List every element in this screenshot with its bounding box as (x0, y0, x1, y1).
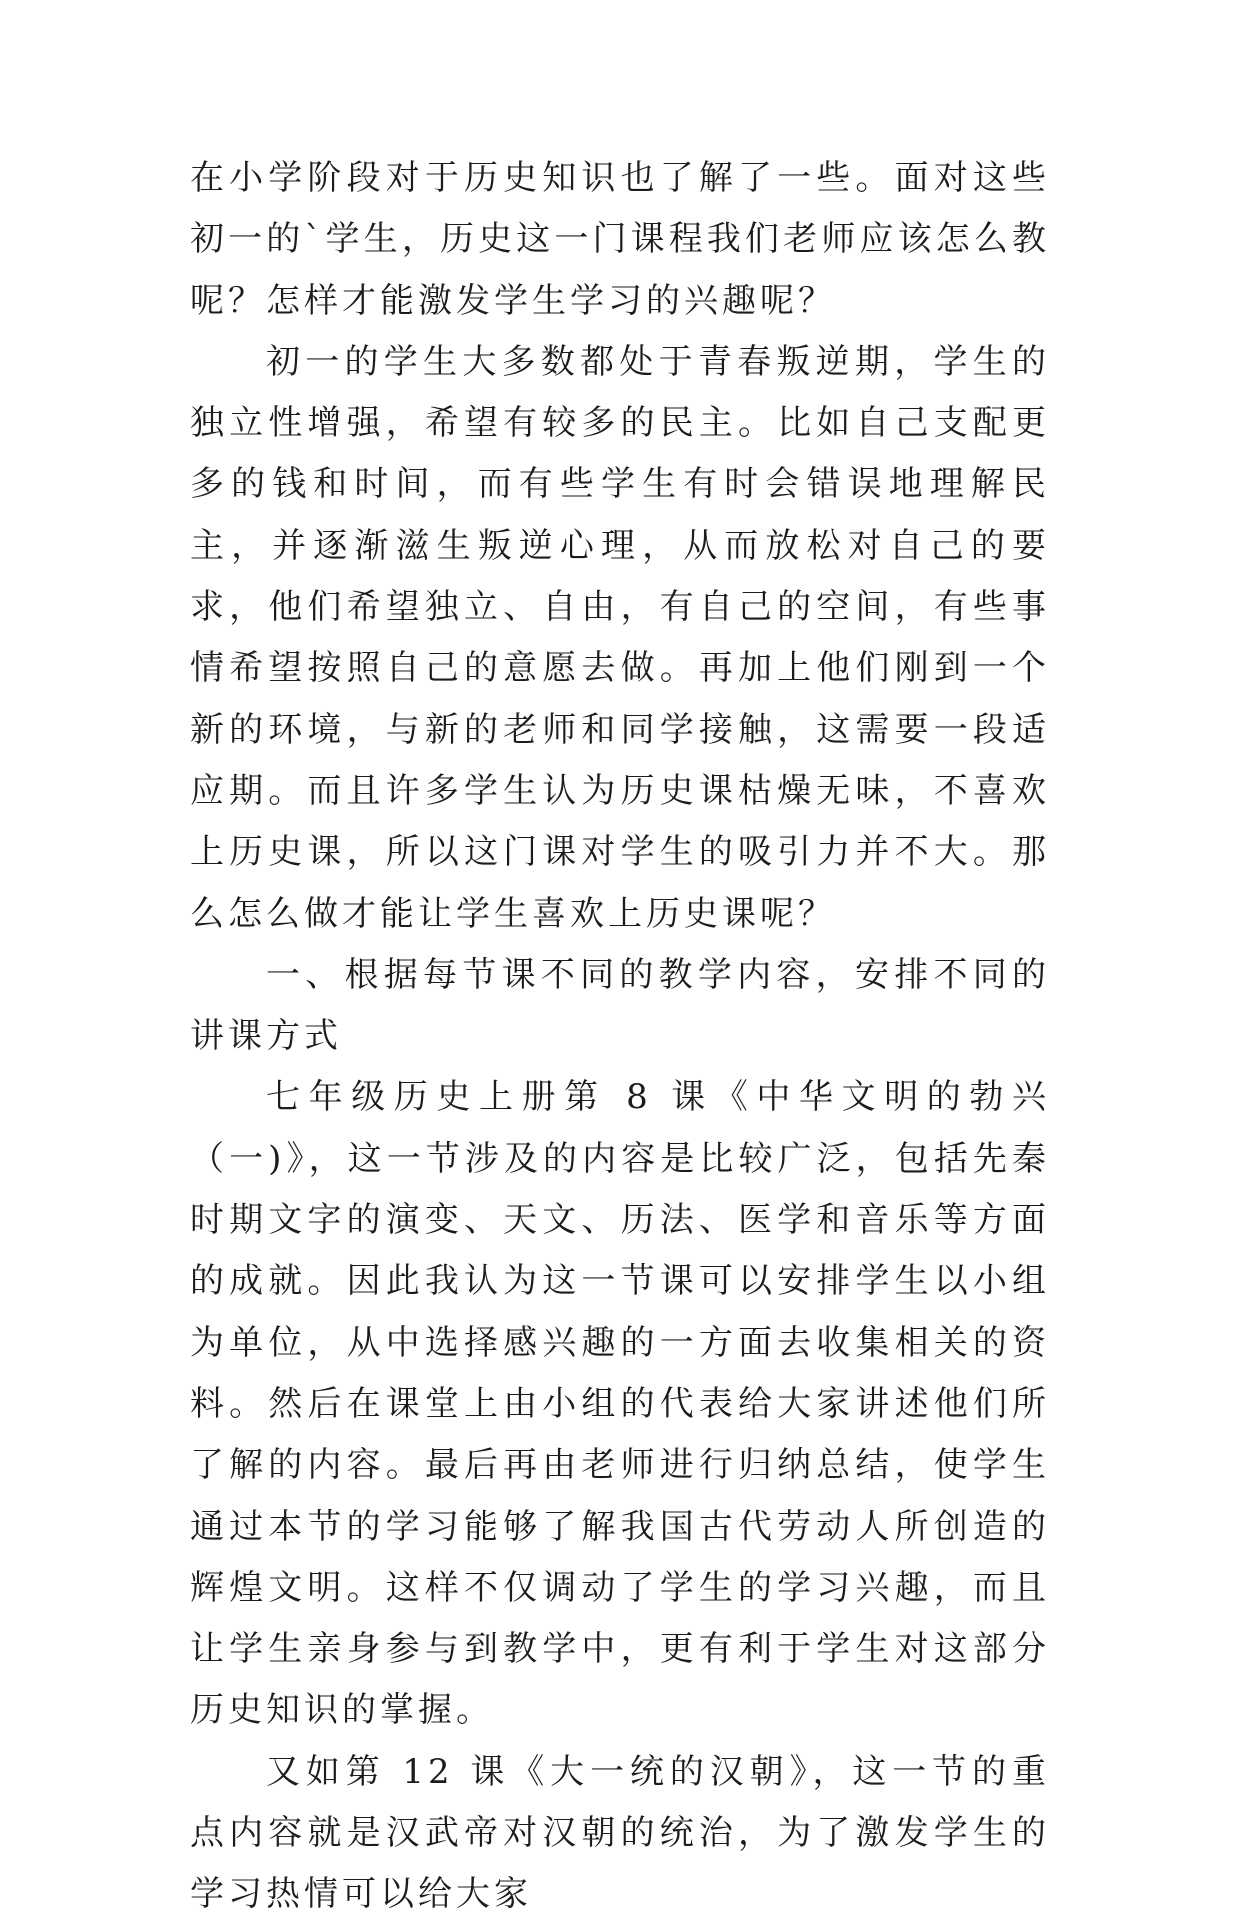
section-heading: 一、根据每节课不同的教学内容，安排不同的讲课方式 (190, 954, 1050, 1057)
paragraph-4: 又如第 12 课《大一统的汉朝》，这一节的重点内容就是汉武帝对汉朝的统治，为了激发学生的学习热情可以给大家 (190, 1751, 1050, 1915)
paragraph-1: 在小学阶段对于历史知识也了解了一些。面对这些初一的`学生，历史这一门课程我们老师应该怎么教呢？怎样才能激发学生学习的兴趣呢？ (190, 158, 1050, 321)
body-text (190, 148, 1050, 1926)
paragraph-3: 七年级历史上册第 8 课《中华文明的勃兴（一)》，这一节涉及的内容是比较广泛，包括先秦时期文字的演变、天文、历法、医学和音乐等方面的成就。因此我认为这一节课可以安排学生以小组为单位，从中选择感兴趣的一方面去收集相关的资料。然后在课堂上由小组的代表给大家讲述他们所了解的内容。最后再由老师进行归纳总结，使学生通过本节的学习能够了解我国古代劳动人所创造的辉煌文明。这样不仅调动了学生的学习兴趣，而且让学生亲身参与到教学中，更有利于学生对这部分历史知识的掌握。 (190, 1077, 1050, 1731)
paragraph-2: 初一的学生大多数都处于青春叛逆期，学生的独立性增强，希望有较多的民主。比如自己支配更多的钱和时间，而有些学生有时会错误地理解民主，并逐渐滋生叛逆心理，从而放松对自己的要求，他们希望独立、自由，有自己的空间，有些事情希望按照自己的意愿去做。再加上他们刚到一个新的环境，与新的老师和同学接触，这需要一段适应期。而且许多学生认为历史课枯燥无味，不喜欢上历史课，所以这门课对学生的吸引力并不大。那么怎么做才能让学生喜欢上历史课呢？ (190, 341, 1050, 934)
